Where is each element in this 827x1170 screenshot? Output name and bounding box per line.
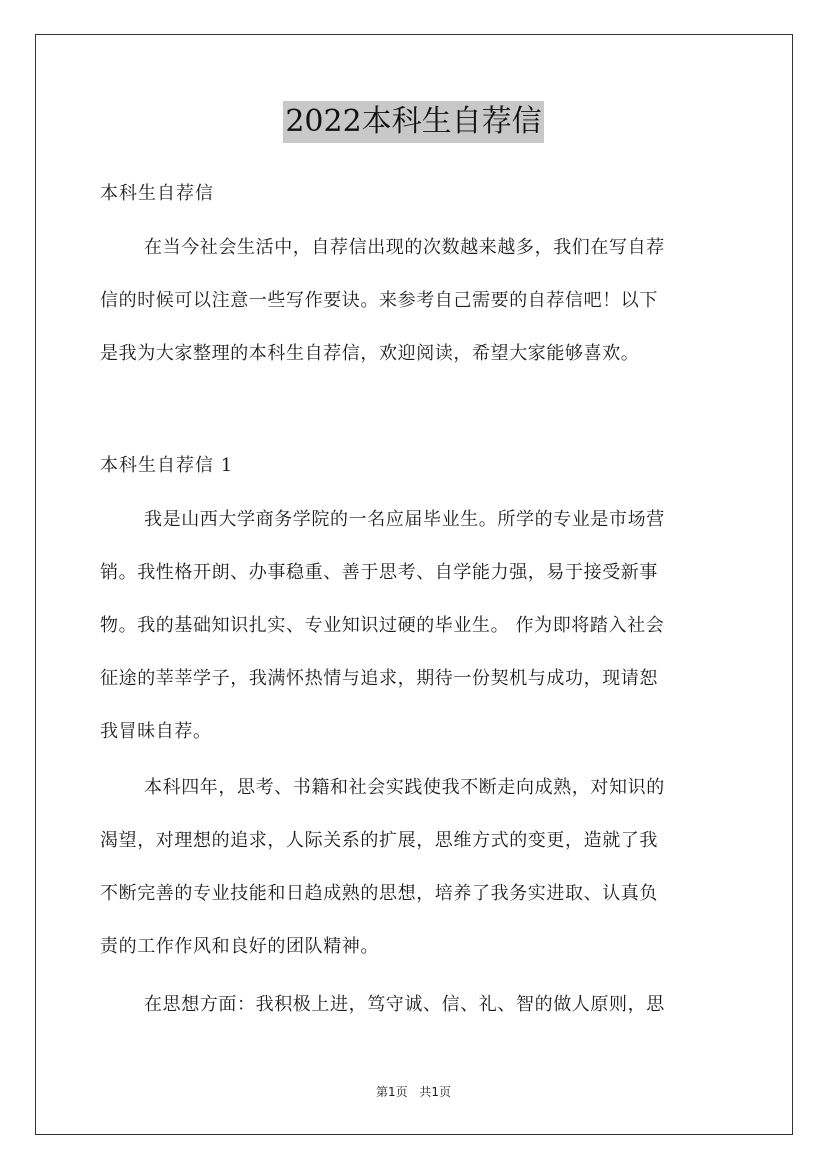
paragraph-line: 是我为大家整理的本科生自荐信，欢迎阅读，希望大家能够喜欢。 xyxy=(100,343,640,364)
paragraph-line: 责的工作作风和良好的团队精神。 xyxy=(100,936,379,957)
page-number: 第1页 xyxy=(375,1085,408,1099)
section-heading: 本科生自荐信 1 xyxy=(100,455,234,476)
paragraph-line: 销。我性格开朗、办事稳重、善于思考、自学能力强，易于接受新事 xyxy=(100,562,658,583)
body-paragraph-1 xyxy=(100,508,730,773)
page-footer xyxy=(0,1083,827,1100)
title-container xyxy=(0,101,827,143)
paragraph-line: 信的时候可以注意一些写作要诀。来参考自己需要的自荐信吧！以下 xyxy=(100,290,658,311)
document-title: 2022本科生自荐信 xyxy=(283,101,543,143)
body-paragraph-3 xyxy=(100,993,730,1046)
paragraph-line: 不断完善的专业技能和日趋成熟的思想，培养了我务实进取、认真负 xyxy=(100,883,658,904)
intro-heading: 本科生自荐信 xyxy=(100,183,214,204)
paragraph-line: 我是山西大学商务学院的一名应届毕业生。所学的专业是市场营 xyxy=(144,509,665,530)
body-paragraph-2 xyxy=(100,776,730,988)
paragraph-line: 在思想方面：我积极上进，笃守诚、信、礼、智的做人原则，思 xyxy=(144,994,665,1015)
page-total: 共1页 xyxy=(419,1085,452,1099)
paragraph-line: 渴望，对理想的追求，人际关系的扩展，思维方式的变更，造就了我 xyxy=(100,830,658,851)
paragraph-line: 征途的莘莘学子，我满怀热情与追求，期待一份契机与成功，现请恕 xyxy=(100,668,658,689)
paragraph-line: 在当今社会生活中，自荐信出现的次数越来越多，我们在写自荐 xyxy=(144,237,665,258)
paragraph-line: 本科四年，思考、书籍和社会实践使我不断走向成熟，对知识的 xyxy=(144,777,665,798)
paragraph-line: 我冒昧自荐。 xyxy=(100,721,212,742)
paragraph-line: 物。我的基础知识扎实、专业知识过硬的毕业生。 作为即将踏入社会 xyxy=(100,615,665,636)
intro-paragraph xyxy=(100,236,730,395)
